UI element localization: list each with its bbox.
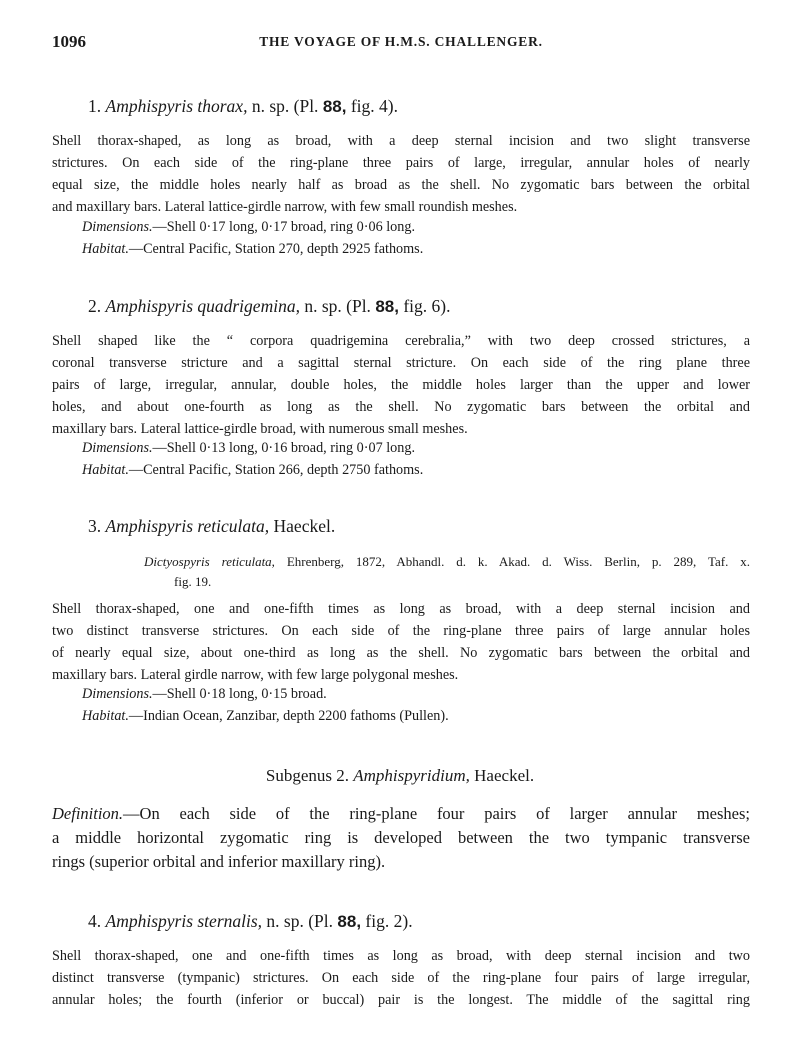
dimensions-value: —Shell 0·18 long, 0·15 broad.: [152, 686, 327, 702]
page-header: [52, 32, 750, 56]
species-title-4: [88, 911, 413, 932]
species-description-3: [52, 598, 750, 686]
species-title-1: [88, 96, 398, 117]
species-suffix: n. sp. (Pl.: [251, 96, 319, 116]
species-name: Amphispyris reticulata,: [105, 516, 270, 536]
figure-ref: fig. 4).: [350, 96, 398, 116]
text-line: rings (superior orbital and inferior maxillary ring).: [52, 852, 386, 871]
text-line: holes, and about one-fourth as long as the shell. No zygomatic bars between the orbital and: [52, 399, 750, 415]
text-line: annular holes; the fourth (inferior or buccal) pair is the longest. The middle of the sagittal ring: [52, 992, 750, 1008]
habitat-value: —Central Pacific, Station 266, depth 2750 fathoms.: [128, 462, 424, 478]
dimensions-value: —Shell 0·17 long, 0·17 broad, ring 0·06 long.: [152, 219, 415, 235]
species-number: 2.: [88, 296, 102, 316]
plate-number: 88,: [375, 297, 399, 316]
species-number: 4.: [88, 911, 102, 931]
figure-ref: fig. 2).: [365, 911, 413, 931]
species-description-1: [52, 130, 750, 218]
subgenus-prefix: Subgenus 2.: [265, 766, 350, 785]
text-line: distinct transverse (tympanic) strictures. On each side of the ring-plane four pairs of large irregular,: [52, 970, 750, 986]
species-suffix: n. sp. (Pl.: [304, 296, 371, 316]
habitat-3: [82, 708, 449, 725]
subgenus-name: Amphispyridium,: [353, 766, 470, 785]
synonym-name: Dictyospyris reticulata,: [144, 554, 275, 569]
species-name: Amphispyris thorax,: [105, 96, 248, 116]
habitat-label: Habitat.: [82, 462, 129, 478]
species-description-2: [52, 330, 750, 440]
dimensions-label: Dimensions.: [82, 440, 153, 456]
text-line: and maxillary bars. Lateral lattice-girdle narrow, with few small roundish meshes.: [52, 199, 518, 215]
dimensions-1: [82, 219, 415, 236]
subgenus-author: Haeckel.: [474, 766, 535, 785]
habitat-2: [82, 462, 423, 479]
text-line: Shell thorax-shaped, one and one-fifth times as long as broad, with deep sternal incision and two: [52, 948, 750, 964]
species-number: 3.: [88, 516, 102, 536]
text-line: [52, 802, 750, 826]
definition-label: Definition.: [52, 804, 124, 823]
species-number: 1.: [88, 96, 102, 116]
habitat-label: Habitat.: [82, 241, 129, 257]
habitat-1: [82, 241, 423, 258]
page-number: 1096: [52, 32, 86, 51]
text-line: a middle horizontal zygomatic ring is developed between the two tympanic transverse: [52, 828, 750, 847]
text-line: Shell thorax-shaped, as long as broad, with a deep sternal incision and two slight transverse: [52, 133, 750, 149]
species-title-3: [88, 516, 335, 537]
text-line: pairs of large, irregular, annular, double holes, the middle holes larger than the upper and lower: [52, 377, 750, 393]
species-name: Amphispyris sternalis,: [105, 911, 263, 931]
species-suffix: Haeckel.: [273, 516, 336, 536]
habitat-value: —Central Pacific, Station 270, depth 2925 fathoms.: [128, 241, 424, 257]
text-line: maxillary bars. Lateral lattice-girdle broad, with numerous small meshes.: [52, 421, 468, 437]
definition-text: —On each side of the ring-plane four pairs of larger annular meshes;: [123, 804, 750, 823]
habitat-label: Habitat.: [82, 708, 129, 724]
dimensions-2: [82, 440, 415, 457]
dimensions-label: Dimensions.: [82, 686, 153, 702]
text-line: Shell shaped like the “ corpora quadrigemina cerebralia,” with two deep crossed strictures, a: [52, 333, 750, 349]
dimensions-value: —Shell 0·13 long, 0·16 broad, ring 0·07 long.: [152, 440, 415, 456]
text-line: strictures. On each side of the ring-plane three pairs of large, irregular, annular holes of nearly: [52, 155, 750, 171]
text-line: equal size, the middle holes nearly half as broad as the shell. No zygomatic bars between the orbital: [52, 177, 750, 193]
species-description-4: [52, 945, 750, 1011]
subgenus-definition: [52, 802, 750, 874]
text-line: two distinct transverse strictures. On each side of the ring-plane three pairs of large annular holes: [52, 623, 750, 639]
figure-ref: fig. 6).: [403, 296, 451, 316]
synonym-reference: Ehrenberg, 1872, Abhandl. d. k. Akad. d. Wiss. Berlin, p. 289, Taf. x.: [286, 554, 750, 569]
plate-number: 88,: [322, 97, 347, 116]
text-line: Shell thorax-shaped, one and one-fifth times as long as broad, with a deep sternal incision and: [52, 601, 750, 617]
running-title: THE VOYAGE OF H.M.S. CHALLENGER.: [259, 34, 543, 49]
text-line: of nearly equal size, about one-third as long as the shell. No zygomatic bars between the orbital and: [52, 645, 750, 661]
plate-number: 88,: [337, 912, 362, 931]
habitat-value: —Indian Ocean, Zanzibar, depth 2200 fathoms (Pullen).: [128, 708, 449, 724]
species-name: Amphispyris quadrigemina,: [105, 296, 300, 316]
text-line: coronal transverse stricture and a sagittal sternal stricture. On each side of the ring plane three: [52, 355, 750, 371]
dimensions-3: [82, 686, 327, 703]
synonym-line: [144, 552, 750, 572]
synonym-line: fig. 19.: [174, 574, 212, 589]
synonymy: [144, 552, 750, 592]
species-title-2: [88, 296, 450, 317]
subgenus-heading: [0, 766, 800, 786]
dimensions-label: Dimensions.: [82, 219, 153, 235]
species-suffix: n. sp. (Pl.: [266, 911, 334, 931]
text-line: maxillary bars. Lateral girdle narrow, with few large polygonal meshes.: [52, 667, 459, 683]
